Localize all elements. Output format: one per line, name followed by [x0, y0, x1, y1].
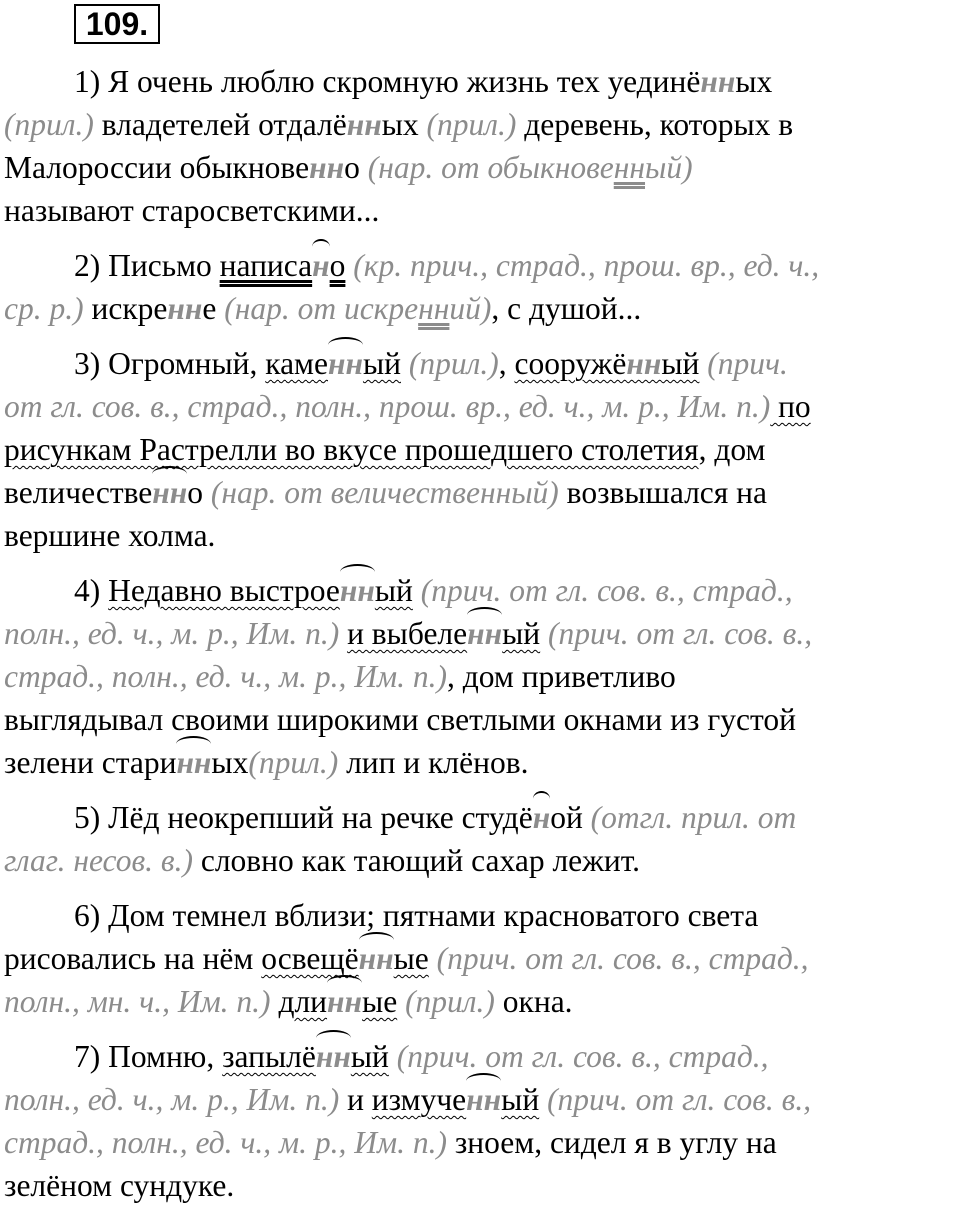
participle-word	[372, 1082, 539, 1117]
annotation: ий)	[449, 291, 492, 326]
nn-highlight: нн	[340, 571, 375, 611]
annotation: от гл. сов. в., страд., полн., прош. вр., ед. ч., м. р., Им. п.)	[4, 389, 771, 424]
participle-word	[261, 941, 429, 976]
text: , дом	[698, 432, 766, 467]
nn-highlight: нн	[327, 982, 362, 1022]
s5-line-2	[4, 841, 640, 881]
text: каме	[265, 346, 328, 381]
text: деревень, которых в	[516, 107, 794, 142]
s3-line-1	[74, 344, 788, 384]
annotation: (прич. от гл. сов. в., страд.,	[428, 941, 809, 976]
annotation: (прил.)	[4, 107, 94, 142]
text: 3) Огромный,	[74, 346, 266, 381]
s6-line-2	[4, 939, 809, 979]
text: , с душой...	[491, 291, 642, 326]
annotation: (прил.)	[397, 984, 495, 1019]
text: ый	[502, 616, 541, 651]
nn-highlight: нн	[346, 107, 382, 142]
annotation: (прич. от гл. сов. в.,	[539, 1082, 812, 1117]
annotation: (прич. от гл. сов. в., страд.,	[412, 573, 793, 608]
participle-word	[222, 1039, 389, 1074]
participle-phrase	[108, 573, 413, 608]
text: возвышался на	[558, 475, 767, 510]
text: ые	[362, 984, 398, 1019]
s7-line-4: зелёном сундуке.	[4, 1168, 235, 1203]
s1-line-3	[4, 148, 693, 188]
s4-line-5	[4, 743, 528, 783]
text: ых	[381, 107, 427, 142]
nn-highlight: нн	[309, 150, 345, 185]
text: словно как тающий сахар лежит.	[192, 843, 641, 878]
nn-highlight: нн	[176, 743, 211, 783]
annotation: (нар. от обыкнове	[367, 150, 614, 185]
text: 5) Лёд неокрепший на речке студё	[74, 800, 533, 835]
text: ых	[211, 745, 249, 780]
text: 4)	[74, 573, 109, 608]
text: зелени стари	[4, 745, 177, 780]
annotation: (прич. от гл. сов. в., страд.,	[388, 1039, 769, 1074]
annotation: ср. р.)	[4, 291, 84, 326]
annotation: (прил.)	[248, 745, 339, 780]
annotation: страд., полн., ед. ч., м. р., Им. п.)	[4, 659, 447, 694]
wavy-phrase: рисункам Растрелли во вкусе прошедшего столетия	[4, 432, 699, 467]
s4-line-1	[74, 571, 793, 611]
annotation: (прич. от гл. сов. в.,	[540, 616, 813, 651]
adjective-word	[278, 984, 397, 1019]
text: е	[202, 291, 225, 326]
participle-word	[514, 346, 699, 381]
text: о	[344, 150, 368, 185]
nn-highlight: нн	[359, 939, 394, 979]
annotation: страд., полн., ед. ч., м. р., Им. п.)	[4, 1125, 447, 1160]
text: измуче	[371, 1082, 467, 1117]
adjective-word	[265, 346, 401, 381]
text: ый	[661, 346, 700, 381]
nn-highlight: нн	[467, 614, 502, 654]
s5-line-1	[74, 798, 796, 838]
annotation-underlined: нн	[613, 150, 646, 185]
nn-highlight: нн	[152, 473, 187, 513]
participle-phrase	[347, 616, 540, 651]
s7-line-2	[4, 1080, 811, 1120]
text: дли	[278, 984, 328, 1019]
s1-line-2	[4, 105, 793, 145]
text: о	[187, 475, 211, 510]
text: 7) Помню,	[74, 1039, 223, 1074]
annotation: (нар. от величественный)	[210, 475, 559, 510]
s2-line-1	[74, 246, 819, 286]
text: по	[770, 389, 811, 424]
annotation: (отгл. прил. от	[590, 800, 797, 835]
s3-line-3	[4, 430, 765, 470]
text: ый	[501, 1082, 540, 1117]
predicate-word	[220, 248, 346, 283]
s1-line-1	[74, 62, 772, 102]
s4-line-3	[4, 657, 676, 697]
text: искре	[83, 291, 168, 326]
text: , дом приветливо	[446, 659, 676, 694]
text: ый	[350, 1039, 389, 1074]
text: Малороссии обыкнове	[4, 150, 310, 185]
text: ых	[735, 64, 773, 99]
text: владетелей отдалё	[93, 107, 347, 142]
text: 1) Я очень люблю скромную жизнь тех уединё	[74, 64, 701, 99]
s4-line-4: выглядывал своими широкими светлыми окнами из густой	[4, 702, 796, 737]
s7-line-1	[74, 1037, 769, 1077]
annotation: (прил.)	[426, 107, 517, 142]
nn-highlight: нн	[466, 1080, 501, 1120]
s4-line-2	[4, 614, 812, 654]
s1-line-4: называют старосветскими...	[4, 193, 380, 228]
text: 2) Письмо	[74, 248, 220, 283]
text: запылё	[222, 1039, 316, 1074]
n-highlight: н	[533, 798, 551, 838]
annotation-underlined: нн	[418, 291, 450, 326]
annotation: (нар. от искре	[224, 291, 419, 326]
text: лип и клёнов.	[338, 745, 529, 780]
annotation: полн., ед. ч., м. р., Им. п.)	[4, 616, 340, 651]
s7-line-3	[4, 1123, 777, 1163]
nn-highlight: нн	[316, 1037, 351, 1077]
text: и	[339, 1082, 372, 1117]
text: ый	[374, 573, 413, 608]
annotation: ый)	[645, 150, 693, 185]
text: о	[329, 248, 346, 283]
text: написа	[219, 248, 313, 283]
text: ый	[362, 346, 401, 381]
s2-line-2	[4, 289, 641, 329]
text: сооружё	[514, 346, 627, 381]
annotation: полн., мн. ч., Им. п.)	[4, 984, 271, 1019]
s3-line-5: вершине холма.	[4, 518, 216, 553]
annotation: (прич.	[699, 346, 788, 381]
nn-highlight: нн	[167, 291, 203, 326]
annotation: полн., ед. ч., м. р., Им. п.)	[4, 1082, 340, 1117]
s6-line-1: 6) Дом темнел вблизи; пятнами красноватого света	[74, 898, 759, 933]
text: освещё	[261, 941, 359, 976]
s3-line-2	[4, 387, 811, 427]
text: ой	[550, 800, 591, 835]
s3-line-4	[4, 473, 767, 513]
s6-line-3	[4, 982, 573, 1022]
exercise-number: 109.	[74, 4, 160, 44]
nn-highlight: н	[312, 246, 330, 286]
annotation: (прил.)	[401, 346, 499, 381]
annotation: (кр. прич., страд., прош. вр., ед. ч.,	[345, 248, 820, 283]
nn-highlight: нн	[328, 344, 363, 384]
text: и выбеле	[347, 616, 468, 651]
text: ые	[393, 941, 429, 976]
text: ,	[498, 346, 515, 381]
text: величестве	[4, 475, 153, 510]
annotation: глаг. несов. в.)	[4, 843, 193, 878]
nn-highlight: нн	[700, 64, 736, 99]
text: зноем, сидел я в углу на	[446, 1125, 777, 1160]
text: рисовались на нём	[4, 941, 262, 976]
text: Недавно выстрое	[108, 573, 340, 608]
text: окна.	[494, 984, 573, 1019]
nn-highlight: нн	[626, 346, 662, 381]
